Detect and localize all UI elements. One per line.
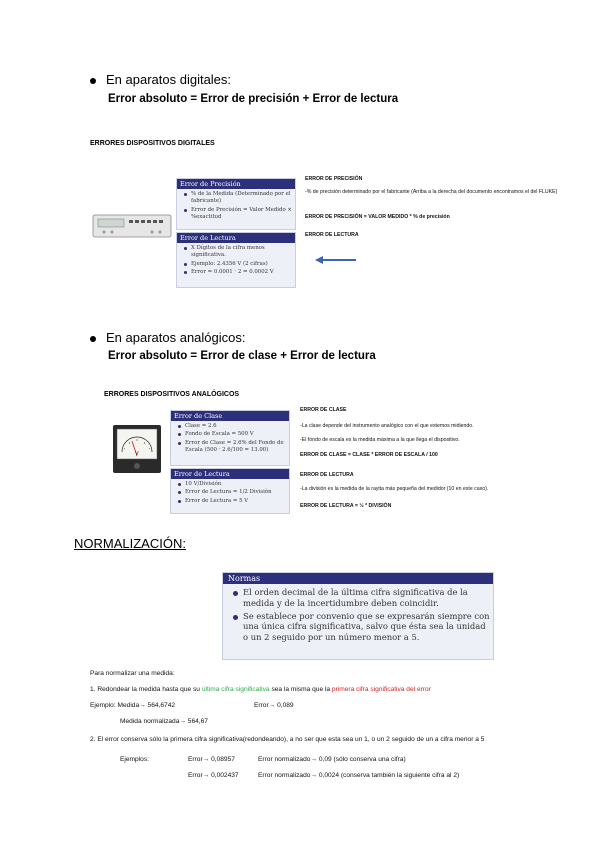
box-error-class-head: Error de Clase [171,411,289,421]
list-item: Clase = 2.6 [185,423,289,430]
step1-text-b: sea la misma que la [269,686,332,693]
bullet-analog-text: En aparatos analógicos: [106,330,246,345]
box-error-precision-head: Error de Precisión [177,179,295,189]
note-reading-analog-text: -La división es la medida de la rayita más pequeña del medidor (10 en este caso). [300,486,489,492]
norm-intro: Para normalizar una medida: [90,670,175,677]
bullet-dot-icon [90,336,96,342]
title-analog: ERRORES DISPOSITIVOS ANALÓGICOS [104,391,240,398]
bullet-analog [90,330,245,345]
list-item: Ejemplo: 2.4356 V (2 cifras) [191,261,295,268]
list-item: X Dígitos de la cifra menos significativa. [191,245,295,260]
example1-label: Ejemplo: Medida→ 564,6742 [90,702,176,709]
list-item: Error = 0.0001 · 2 = 0.0002 V [191,269,295,276]
note-class-text2: -El fondo de escala es la medida máxima a la que llega el dispositivo. [300,437,460,443]
formula-digital: Error absoluto = Error de precisión + Error de lectura [108,93,399,105]
norm-step1 [90,686,590,693]
svg-text:V: V [135,451,139,457]
example1-error: Error→ 0,089 [254,702,294,709]
box-error-reading-digital [176,232,296,288]
list-item: El orden decimal de la última cifra significativa de la medida y de la incertidumbre deben coincidir. [243,587,493,609]
list-item: 10 V/División [185,481,289,488]
list-item: Error de Precisión = Valor Medido × %exactitud [191,207,295,222]
arrow-left-icon [315,251,357,269]
list-item: Se establece por convenio que se expresarán siempre con una única cifra significativa, salvo que ésta sea la unidad o un 2 seguido por un número menor a 5. [243,611,493,643]
note-reading-title: ERROR DE LECTURA [305,232,359,238]
note-class-title: ERROR DE CLASE [300,407,347,413]
box-error-precision [176,178,296,230]
list-item: Error de Lectura = 1/2 División [185,489,289,496]
box-error-reading-head: Error de Lectura [177,233,295,243]
ex-b-norm: Error normalizado→ 0,0024 (conserva también la siguiente cifra al 2) [258,772,460,779]
box-normas [222,572,494,660]
ex-a-norm: Error normalizado→ 0,09 (sólo conserva una cifra) [258,756,406,763]
list-item: Error de Lectura = 5 V [185,498,289,505]
example1-result: Medida normalizada→ 564,67 [120,718,208,725]
bullet-digital [90,72,231,87]
bullet-digital-text: En aparatos digitales: [106,72,232,87]
note-reading-analog-title: ERROR DE LECTURA [300,472,354,478]
note-precision-text: -% de precisión determinado por el fabricante (Arriba a la derecha del documento encontramos el del FLUKE) [305,189,558,195]
note-class-formula: ERROR DE CLASE = CLASE * ERROR DE ESCALA / 100 [300,452,438,458]
step1-text-green: última cifra significativa [201,686,270,693]
box-error-reading-analog-head: Error de Lectura [171,469,289,479]
box-error-reading-analog [170,468,290,514]
note-class-text: -La clase depende del instrumento analógico con el que estemos midiendo. [300,423,474,429]
note-precision-formula: ERROR DE PRECISIÓN = VALOR MEDIDO * % de precisión [305,214,450,220]
box-normas-head: Normas [223,573,493,584]
digital-multimeter-image [92,212,172,240]
bullet-dot-icon [90,78,96,84]
analog-voltmeter-image [112,424,162,474]
title-digital: ERRORES DISPOSITIVOS DIGITALES [90,140,215,147]
box-error-class [170,410,290,466]
formula-analog: Error absoluto = Error de clase + Error de lectura [108,350,376,362]
note-reading-analog-formula: ERROR DE LECTURA = ½ * DIVISIÓN [300,503,392,509]
norm-step2: 2. El error conserva sólo la primera cifra significativa(redondeando), a no ser que esta sea un 1, o un 2 seguido de un a cifra menor a 5 [90,736,485,743]
ex-b-error: Error→ 0,002437 [188,772,239,779]
list-item: Error de Clase = 2.6% del Fondo de Escala (500 · 2.6/100 = 13.00) [185,440,289,455]
note-precision-title: ERROR DE PRECISIÓN [305,176,363,182]
step1-text-a: 1. Redondear la medida hasta que su [90,686,202,693]
list-item: % de la Medida (Determinado por el fabricante) [191,191,295,206]
ex-a-error: Error→ 0,08957 [188,756,235,763]
step1-text-red: primera cifra significativa del error [331,686,431,693]
list-item: Fondo de Escala = 500 V [185,431,289,438]
ejemplos-label: Ejemplos: [120,756,149,763]
normalizacion-title: NORMALIZACIÓN: [74,536,186,551]
